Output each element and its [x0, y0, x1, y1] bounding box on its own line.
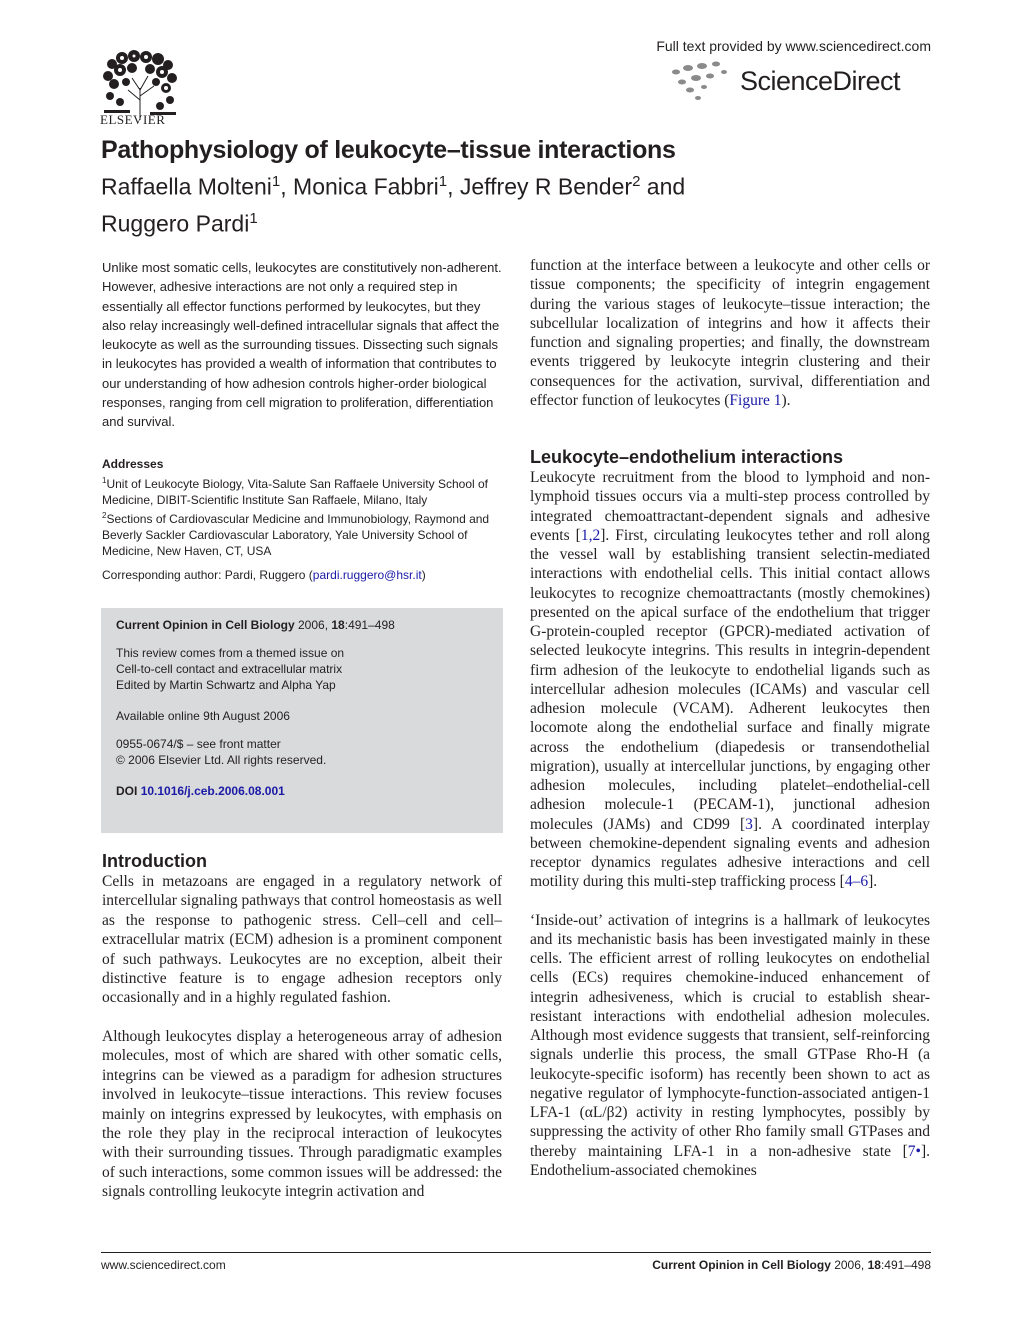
- reference-link[interactable]: 7•: [907, 1142, 921, 1160]
- footer-website: www.sciencedirect.com: [101, 1258, 226, 1272]
- section-body: [530, 468, 930, 1199]
- author-separator: and: [640, 173, 686, 200]
- article-info-box: [101, 608, 503, 833]
- addresses-block: [102, 457, 512, 560]
- sciencedirect-dots-icon: [666, 58, 730, 102]
- author-affiliation-mark: 1: [249, 209, 258, 227]
- author-separator: ,: [447, 173, 460, 200]
- author-separator: ,: [280, 173, 294, 200]
- footer-rule: [101, 1252, 931, 1253]
- figure-1-link[interactable]: Figure 1: [729, 392, 782, 410]
- corresponding-author: Corresponding author: Pardi, Ruggero (pardi.ruggero@hsr.it): [102, 568, 426, 582]
- corresponding-email-link[interactable]: pardi.ruggero@hsr.it: [312, 568, 422, 582]
- abstract: Unlike most somatic cells, leukocytes are constitutively non-adherent. However, adhesive interactions are not only a required step in essentially all effector functions performed by leukocytes, but they also relay increasingly well-defined intracellular signals that affect the leukocyte as well as the surrounding tissues. Dissecting such signals in leukocytes has provided a wealth of information that contributes to our understanding of how adhesion controls higher-order biological responses, ranging from cell migration to proliferation, differentiation and survival.: [102, 260, 502, 430]
- address-item: $^2$Sections of Cardiovascular Medicine and Immunobiology, Raymond and Beverly Sackler Cardiovascular Laboratory, Yale University School of Medicine, New Haven, CT, USA: [102, 511, 490, 558]
- copyright-line: © 2006 Elsevier Ltd. All rights reserved.: [116, 753, 327, 767]
- addresses-heading: Addresses: [102, 457, 164, 471]
- author-name: Jeffrey R Bender: [459, 173, 633, 200]
- author-affiliation-mark: 1: [271, 173, 281, 190]
- publisher-wordmark: ELSEVIER: [100, 112, 166, 127]
- section-heading: Leukocyte–endothelium interactions: [530, 447, 844, 467]
- reference-link[interactable]: 4–6: [844, 873, 869, 891]
- doi-line: DOI 10.1016/j.ceb.2006.08.001: [116, 784, 285, 798]
- author-name: Raffaella Molteni: [101, 173, 272, 200]
- editors-line: Edited by Martin Schwartz and Alpha Yap: [116, 678, 336, 692]
- issn-line: 0955-0674/$ – see front matter: [116, 737, 281, 751]
- paragraph: Leukocyte recruitment from the blood to lymphoid and non-lymphoid tissues occurs via a multi-step process controlled by integrated chemoattractant-dependent signals and adhesive events [1,2]. First, circulating leukocytes tether and roll along the vessel wall by establishing transient selectin-mediated interactions with endothelial cells. This initial contact allows leukocytes to recognize chemoattractants (mostly chemokines) presented on the apical surface of the endothelium that trigger G-protein-coupled receptor (GPCR)-mediated activation of selected leukocyte integrins. This results in integrin-dependent firm adhesion of the leukocyte to endothelial ligands such as intercellular adhesion molecules (ICAMs) and vascular cell adhesion molecule (VCAM). Adherent leukocytes then locomote along the endothelial surface and finally migrate across the endothelium (diapedesis or transendothelial migration), usually at intercellular junctions, by engaging other adhesion molecules, including platelet–endothelial-cell adhesion molecule-1 (PECAM-1), junctional adhesion molecules (JAMs) and CD99 [3]. A coordinated interplay between chemokine-dependent signaling events and adhesion receptor dynamics regulates adhesive interactions and cell motility during this multi-step trafficking process [4–6].: [530, 469, 930, 891]
- footer-citation: Current Opinion in Cell Biology 2006, 18:491–498: [652, 1258, 931, 1272]
- sciencedirect-brand: ScienceDirect: [739, 66, 900, 96]
- author-affiliation-mark: 2: [632, 173, 641, 190]
- themed-issue-line: This review comes from a themed issue on: [116, 646, 345, 660]
- paragraph: Although leukocytes display a heterogeneous array of adhesion molecules, most of which are shared with other somatic cells, integrins can be viewed as a paradigm for adhesion structures involved in leukocyte–tissue interactions. This review focuses mainly on integrins expressed by leukocytes, with emphasis on the role they play in the reciprocal interaction of leukocytes with their surrounding tissues. Through paradigmatic examples of such interactions, some common issues will be addressed: the signals controlling leukocyte integrin activation and: [102, 1028, 502, 1201]
- paragraph: Cells in metazoans are engaged in a regulatory network of intercellular signaling pathways that control homeostasis as well as the response to pathogenic stress. Cell–cell and cell–extracellular matrix (ECM) adhesion is a prominent component of such pathways. Leukocytes are no exception, albeit their distinctive feature is to engage adhesion receptors only occasionally and in a highly regulated fashion.: [102, 873, 502, 1007]
- address-item: $^1$Unit of Leukocyte Biology, Vita-Salute San Raffaele University School of Medicine, DIBIT-Scientific Institute San Raffaele, Milano, Italy: [102, 475, 488, 507]
- article-title: Pathophysiology of leukocyte–tissue interactions: [101, 136, 676, 164]
- introduction-body: [102, 872, 502, 1221]
- author-name: Ruggero Pardi: [101, 210, 250, 237]
- doi-link[interactable]: 10.1016/j.ceb.2006.08.001: [140, 784, 285, 798]
- full-text-note: Full text provided by www.sciencedirect.com: [656, 38, 931, 54]
- journal-citation: Current Opinion in Cell Biology 2006, 18:491–498: [116, 618, 395, 632]
- paragraph: ‘Inside-out’ activation of integrins is a hallmark of leukocytes and its mechanistic basis has been investigated mainly in these cells. The efficient arrest of rolling leukocytes on endothelial cells (ECs) requires chemokine-induced enhancement of integrin adhesiveness, which is crucial to establish shear-resistant interactions with endothelial adhesion molecules. Although most evidence suggests that transient, self-reinforcing signals underlie this process, the small GTPase Rho-H (a leukocyte-specific isoform) has recently been shown to act as negative regulator of lymphocyte-function-associated antigen-1 LFA-1 (αL/β2) activity in resting lymphocytes, possibly by suppressing the activity of other Rho family small GTPases and thereby maintaining LFA-1 in a non-adhesive state [7•]. Endothelium-associated chemokines: [530, 911, 930, 1179]
- author-name: Monica Fabbri: [293, 173, 439, 200]
- author-affiliation-mark: 1: [438, 173, 448, 190]
- reference-link[interactable]: 3: [745, 815, 753, 833]
- available-online: Available online 9th August 2006: [116, 709, 290, 723]
- reference-link[interactable]: 1,2: [580, 526, 601, 544]
- continued-paragraph: function at the interface between a leukocyte and other cells or tissue components; the specificity of integrin engagement during the various stages of leukocyte–tissue interaction; the subcellular localization of integrins and how it affects their function and signaling properties; and finally, the downstream events triggered by leukocyte integrin clustering and their consequences for the activation, survival, differentiation and effector function of leukocytes (Figure 1).: [530, 257, 930, 410]
- introduction-heading: Introduction: [102, 851, 207, 871]
- author-list: [101, 166, 801, 239]
- themed-issue-title: Cell-to-cell contact and extracellular matrix: [116, 662, 343, 676]
